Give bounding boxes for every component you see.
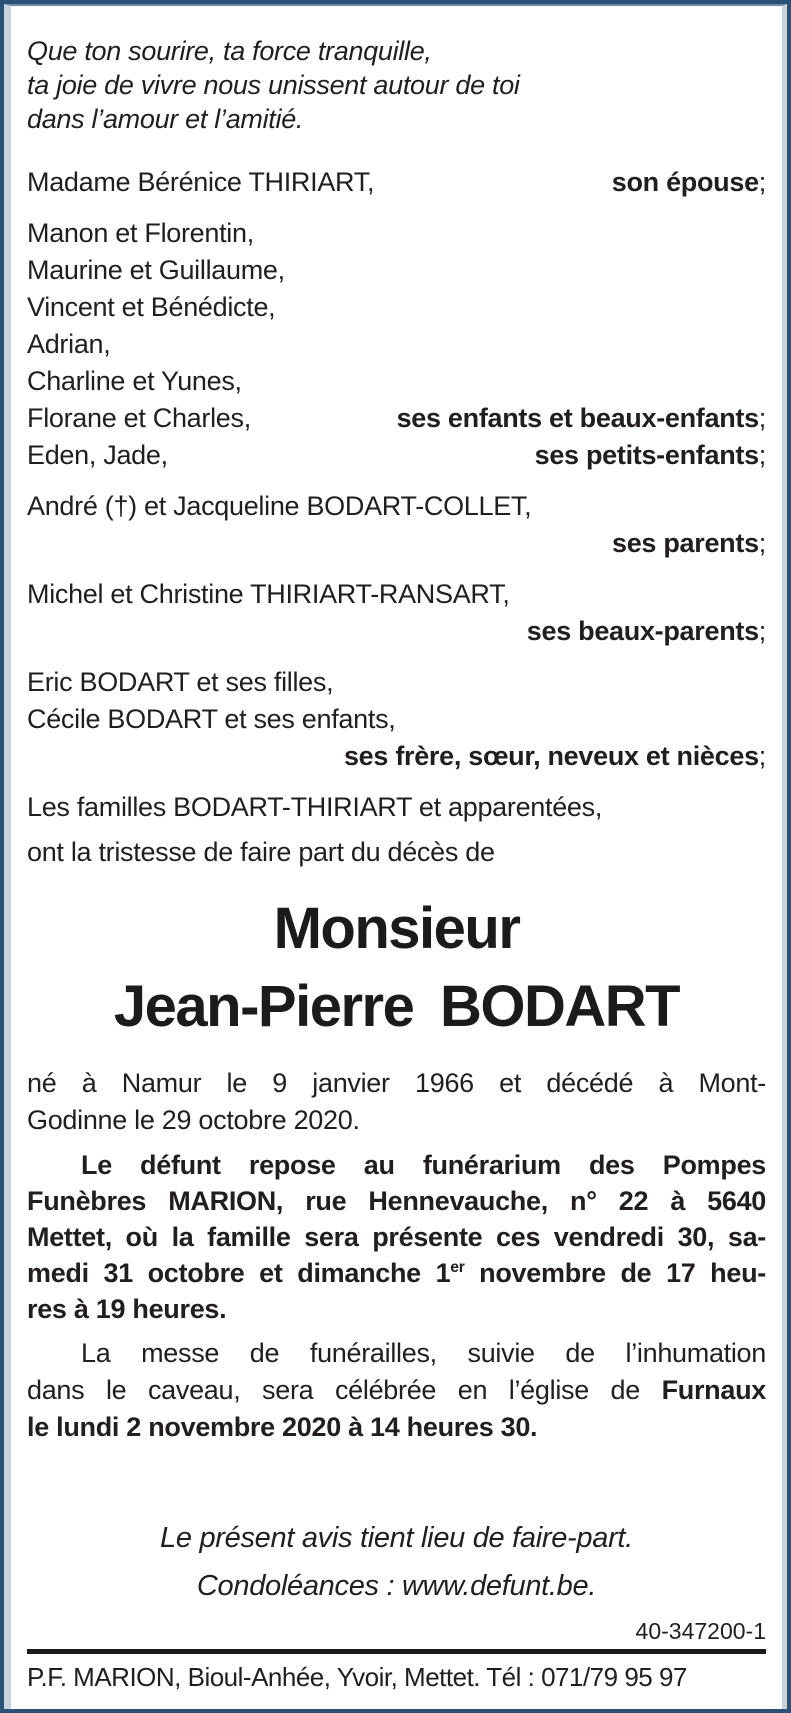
- epigraph-line: Que ton sourire, ta force tranquille,: [27, 36, 432, 66]
- family-row: [27, 664, 766, 701]
- paragraph-line: medi 31 octobre et dimanche 1er novembre de 17 heu-: [27, 1258, 766, 1288]
- relation-punct: ;: [758, 403, 766, 433]
- divider-rule: [27, 1649, 766, 1654]
- family-row: [27, 789, 766, 826]
- relation-label: ses petits-enfants: [534, 440, 759, 470]
- relation-label: ses frère, sœur, neveux et nièces: [343, 741, 759, 771]
- family-member: Les familles BODART-THIRIART et apparentées,: [27, 792, 603, 822]
- relation-label: ses enfants et beaux-enfants: [396, 403, 759, 433]
- closing-line: Le présent avis tient lieu de faire-part.: [160, 1522, 633, 1554]
- deceased-honorific: Monsieur: [273, 896, 520, 961]
- paragraph-line: Godinne le 29 octobre 2020.: [27, 1105, 360, 1135]
- relation-punct: ;: [758, 741, 766, 771]
- epigraph-line: ta joie de vivre nous unissent autour de toi: [27, 70, 520, 100]
- mass-paragraph: [27, 1335, 766, 1446]
- paragraph-line: dans le caveau, sera célébrée en l’église de Furnaux: [27, 1375, 766, 1405]
- paragraph-line: le lundi 2 novembre 2020 à 14 heures 30.: [27, 1412, 538, 1442]
- family-member: Vincent et Bénédicte,: [27, 292, 276, 322]
- reference-number: 40-347200-1: [635, 1618, 766, 1644]
- deceased-title-block: [27, 895, 766, 1051]
- paragraph-line: Funèbres MARION, rue Hennevauche, n° 22 à 5640: [27, 1186, 766, 1216]
- family-member: André (†) et Jacqueline BODART-COLLET,: [27, 491, 532, 521]
- paragraph-line: Le défunt repose au funérarium des Pompes: [81, 1150, 766, 1180]
- epigraph: [27, 34, 766, 136]
- family-member: Michel et Christine THIRIART-RANSART,: [27, 579, 510, 609]
- funeral-home-footer: P.F. MARION, Bioul-Anhée, Yvoir, Mettet. Tél : 071/79 95 97: [27, 1662, 687, 1692]
- family-member: Maurine et Guillaume,: [27, 255, 285, 285]
- family-member: Manon et Florentin,: [27, 218, 254, 248]
- relation-punct: ;: [758, 167, 766, 197]
- repose-paragraph: [27, 1147, 766, 1327]
- condolences-url: Condoléances : www.defunt.be.: [196, 1570, 597, 1602]
- paragraph-line: La messe de funérailles, suivie de l’inhumation: [81, 1338, 766, 1368]
- family-row: [27, 400, 766, 437]
- family-list: [27, 164, 766, 871]
- announcement-lead: ont la tristesse de faire part du décès de: [27, 837, 495, 867]
- paragraph-line: Mettet, où la famille sera présente ces vendredi 30, sa-: [27, 1222, 766, 1252]
- closing-block: [27, 1514, 766, 1610]
- family-row: [27, 363, 766, 400]
- family-row: [27, 738, 766, 775]
- church-name: Furnaux: [661, 1375, 766, 1405]
- family-row: [27, 488, 766, 525]
- family-row: [27, 613, 766, 650]
- family-row: [27, 437, 766, 474]
- relation-label: son épouse: [611, 167, 759, 197]
- family-row: [27, 576, 766, 613]
- family-member: Eric BODART et ses filles,: [27, 667, 334, 697]
- paragraph-line: né à Namur le 9 janvier 1966 et décédé à Mont-: [27, 1068, 766, 1098]
- epigraph-line: dans l’amour et l’amitié.: [27, 104, 304, 134]
- ordinal-superscript: er: [450, 1259, 465, 1276]
- family-member: Eden, Jade,: [27, 440, 168, 470]
- family-member: Cécile BODART et ses enfants,: [27, 704, 396, 734]
- family-row: [27, 289, 766, 326]
- family-member: Adrian,: [27, 329, 111, 359]
- relation-label: ses beaux-parents: [526, 616, 759, 646]
- family-member: Florane et Charles,: [27, 403, 251, 433]
- family-member: Madame Bérénice THIRIART,: [27, 167, 375, 197]
- family-row: [27, 215, 766, 252]
- relation-punct: ;: [758, 440, 766, 470]
- family-row: [27, 701, 766, 738]
- family-row: [27, 252, 766, 289]
- family-member: Charline et Yunes,: [27, 366, 242, 396]
- family-row: [27, 164, 766, 201]
- deceased-name: Jean-Pierre BODART: [113, 974, 680, 1039]
- relation-punct: ;: [758, 616, 766, 646]
- birth-death-paragraph: [27, 1065, 766, 1139]
- death-notice-content: [4, 4, 787, 1709]
- family-row: [27, 525, 766, 562]
- relation-punct: ;: [758, 528, 766, 558]
- paragraph-line: res à 19 heures.: [27, 1294, 227, 1324]
- family-row: [27, 326, 766, 363]
- family-row: [27, 834, 766, 871]
- relation-label: ses parents: [612, 528, 759, 558]
